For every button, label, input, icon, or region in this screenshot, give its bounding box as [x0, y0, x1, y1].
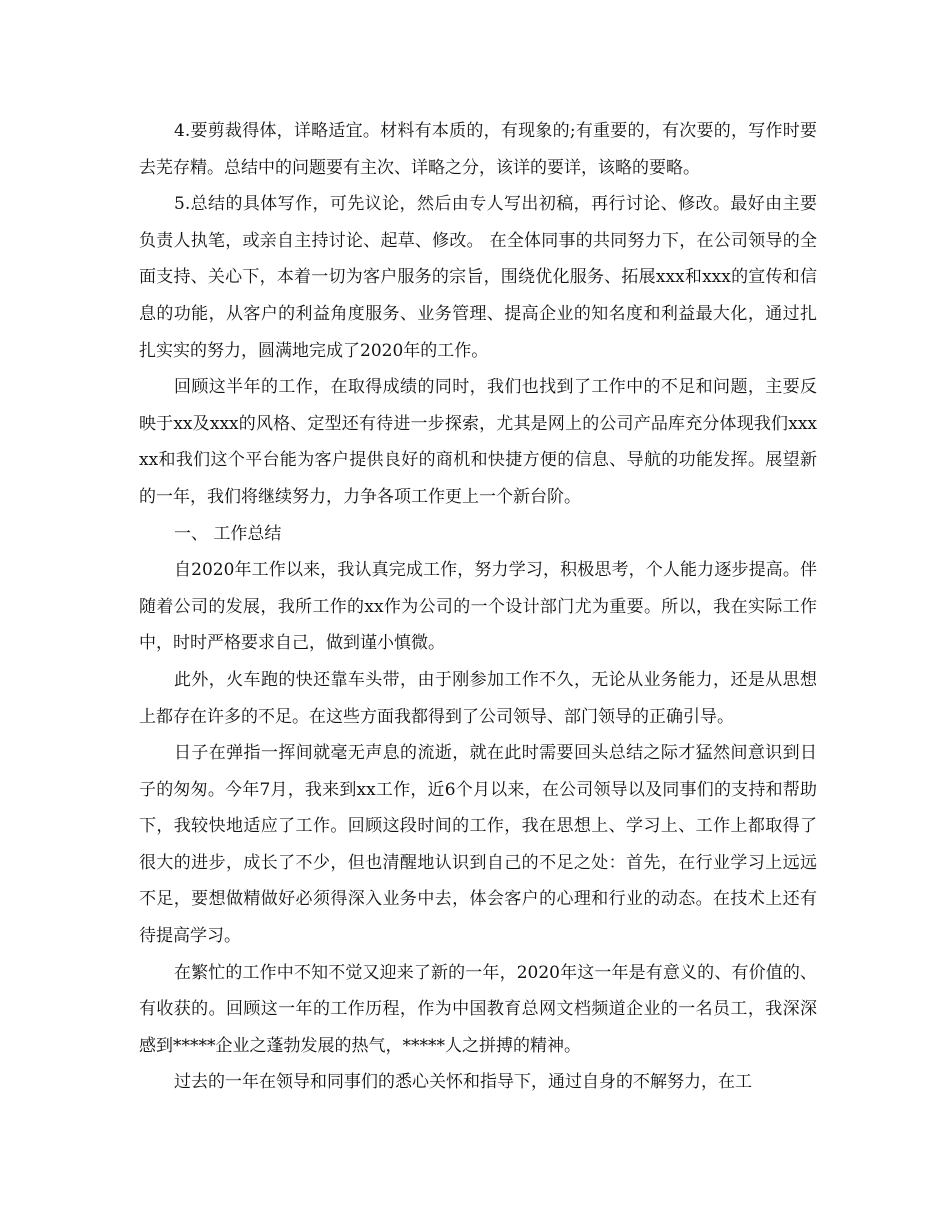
paragraph-4: 4.要剪裁得体，详略适宜。材料有本质的，有现象的;有重要的，有次要的，写作时要去芜存精。总结中的问题要有主次、详略之分，该详的要详，该略的要略。 — [139, 121, 817, 178]
paragraph-since-2020: 自2020年工作以来，我认真完成工作，努力学习，积极思考，个人能力逐步提高。伴随着公司的发展，我所工作的xx作为公司的一个设计部门尤为重要。所以，我在实际工作中，时时严格要求自己，做到谨小慎微。 — [139, 560, 817, 654]
paragraph-past-year: 过去的一年在领导和同事们的悉心关怀和指导下，通过自身的不解努力，在工 — [174, 1072, 752, 1093]
paragraph-days: 日子在弹指一挥间就毫无声息的流逝，就在此时需要回头总结之际才猛然间意识到日子的匆匆。今年7月，我来到xx工作，近6个月以来，在公司领导以及同事们的支持和帮助下，我较快地适应了工作。回顾这段时间的工作，我在思想上、学习上、工作上都取得了很大的进步，成长了不少，但也清醒地认识到自己的不足之处：首先，在行业学习上远远不足，要想做精做好必须得深入业务中去，体会客户的心理和行业的动态。在技术上还有待提高学习。 — [139, 743, 817, 947]
paragraph-moreover: 此外，火车跑的快还靠车头带，由于刚参加工作不久，无论从业务能力，还是从思想上都存在许多的不足。在这些方面我都得到了公司领导、部门领导的正确引导。 — [139, 669, 817, 727]
paragraph-new-year: 在繁忙的工作中不知不觉又迎来了新的一年，2020年这一年是有意义的、有价值的、有收获的。回顾这一年的工作历程，作为中国教育总网文档频道企业的一名员工，我深深感到*****企业之蓬勃发展的热气，*****人之拼搏的精神。 — [139, 962, 817, 1056]
paragraph-review: 回顾这半年的工作，在取得成绩的同时，我们也找到了工作中的不足和问题，主要反映于xx及xxx的风格、定型还有待进一步探索，尤其是网上的公司产品库充分体现我们xxxxx和我们这个平台能为客户提供良好的商机和快捷方便的信息、导航的功能发挥。展望新的一年，我们将继续努力，力争各项工作更上一个新台阶。 — [139, 377, 817, 507]
section-heading: 一、 工作总结 — [174, 523, 282, 544]
paragraph-5: 5.总结的具体写作，可先议论，然后由专人写出初稿，再行讨论、修改。最好由主要负责人执笔，或亲自主持讨论、起草、修改。 在全体同事的共同努力下，在公司领导的全面支持、关心下，本着一切为客户服务的宗旨，围绕优化服务、拓展xxx和xxx的宣传和信息的功能，从客户的利益角度服务、业务管理、提高企业的知名度和利益最大化，通过扎扎实实的努力，圆满地完成了2020年的工作。 — [139, 194, 817, 361]
document-body — [139, 113, 817, 1101]
